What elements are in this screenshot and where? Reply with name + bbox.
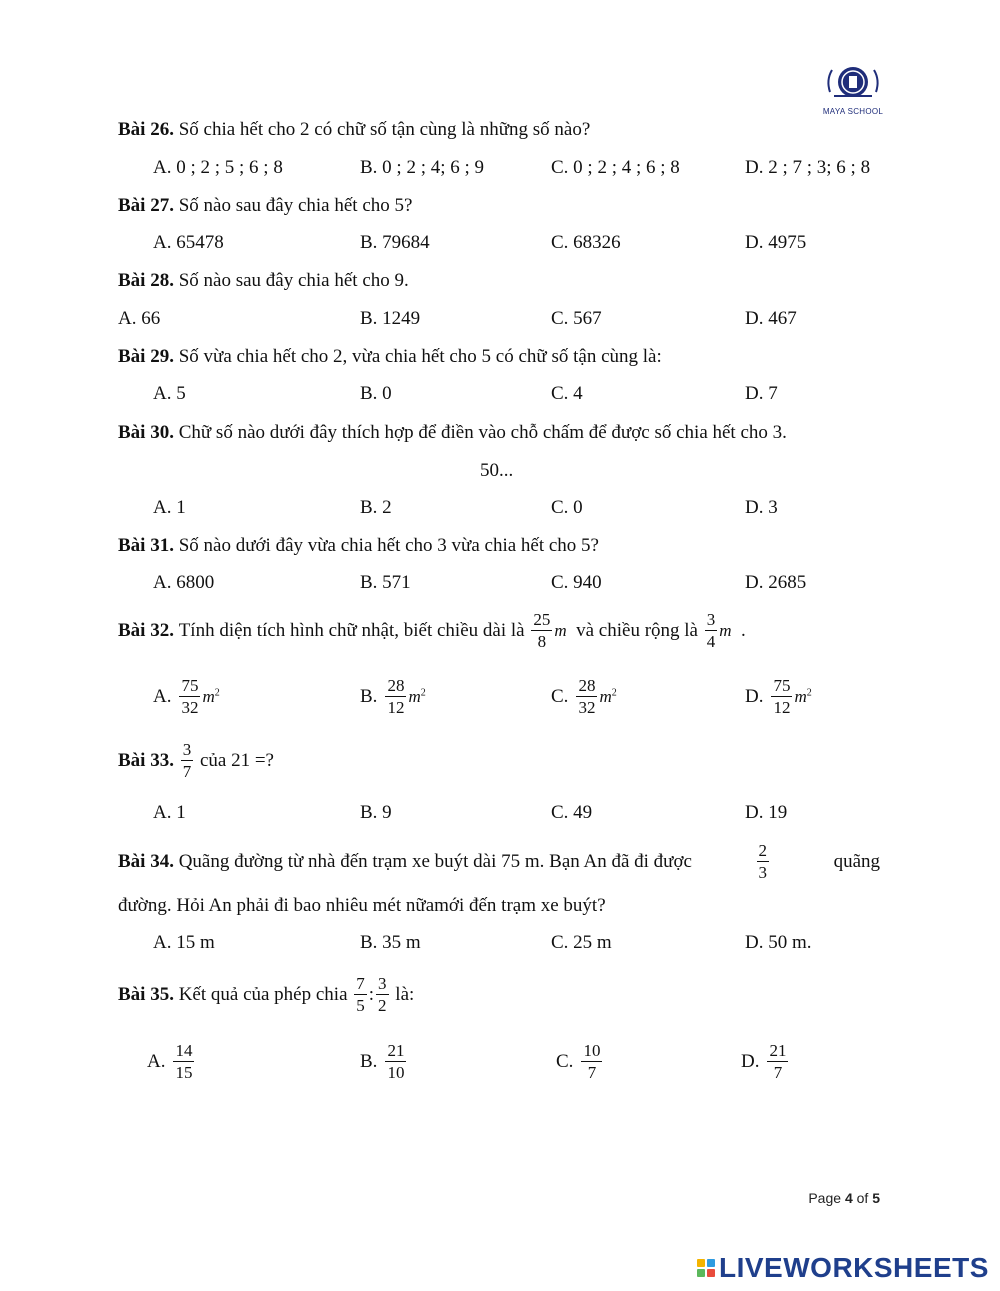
- question-29: [118, 345, 662, 369]
- question-label: Bài 34.: [118, 850, 174, 872]
- question-text: Tính diện tích hình chữ nhật, biết chiều dài là: [178, 619, 525, 641]
- question-text: Số nào sau đây chia hết cho 9.: [178, 270, 409, 291]
- option-c[interactable]: C. 4: [551, 383, 583, 404]
- option-c[interactable]: C. 0 ; 2 ; 4 ; 6 ; 8: [551, 157, 680, 178]
- question-text: Chữ số nào dưới đây thích hợp để điền vào chỗ chấm để được số chia hết cho 3.: [178, 422, 787, 443]
- option-d[interactable]: D. 50 m.: [745, 932, 812, 953]
- question-label: Bài 33.: [118, 749, 174, 771]
- option-d[interactable]: D. 7: [745, 383, 778, 404]
- liveworksheets-watermark: [697, 1252, 989, 1284]
- maya-school-logo: [822, 62, 884, 114]
- question-text: Số nào dưới đây vừa chia hết cho 3 vừa chia hết cho 5?: [178, 535, 599, 556]
- option-d[interactable]: D. 4975: [745, 232, 807, 253]
- fraction: $\frac{75}{12}$: [773, 676, 791, 717]
- option-b[interactable]: B. 571: [360, 572, 411, 593]
- option-a[interactable]: A. 66: [118, 308, 161, 329]
- fraction: $\frac{3}{7}$: [182, 740, 192, 781]
- option-a[interactable]: A. 0 ; 2 ; 5 ; 6 ; 8: [153, 157, 283, 178]
- fraction: $\frac{2}{3}$: [758, 841, 767, 882]
- option-a[interactable]: A. 1: [153, 497, 186, 518]
- option-d[interactable]: D. 3: [745, 497, 778, 518]
- question-text: quãng: [833, 850, 880, 872]
- option-c[interactable]: C. 940: [551, 572, 602, 593]
- option-a[interactable]: A. 6800: [153, 572, 215, 593]
- unit: m: [554, 620, 567, 640]
- option-d[interactable]: D. $\frac{75}{12}$ $m^2$: [745, 676, 812, 717]
- option-a[interactable]: A. 15 m: [153, 932, 215, 953]
- question-label: Bài 27.: [118, 195, 174, 216]
- fraction: $\frac{21}{7}$: [769, 1041, 787, 1082]
- option-a[interactable]: A. 5: [153, 383, 186, 404]
- option-c[interactable]: C. 49: [551, 802, 593, 823]
- fraction: $\frac{10}{7}$: [583, 1041, 601, 1082]
- option-c[interactable]: C. 0: [551, 497, 583, 518]
- question-label: Bài 32.: [118, 619, 174, 641]
- option-c[interactable]: C. 25 m: [551, 932, 612, 953]
- liveworksheets-logo-icon: [697, 1259, 715, 1277]
- option-c[interactable]: C. 68326: [551, 232, 621, 253]
- fill-in-number: 50...: [480, 460, 514, 481]
- option-b[interactable]: B. $\frac{21}{10}$: [360, 1041, 405, 1082]
- fraction: $\frac{28}{32}$: [578, 676, 596, 717]
- question-label: Bài 26.: [118, 119, 174, 140]
- question-label: Bài 28.: [118, 270, 174, 291]
- question-30: [118, 421, 787, 445]
- question-35: [118, 974, 414, 1015]
- fraction: $\frac{75}{32}$: [181, 676, 199, 717]
- fraction: $\frac{21}{10}$: [387, 1041, 405, 1082]
- question-text: Kết quả của phép chia: [178, 983, 348, 1005]
- option-d[interactable]: D. 467: [745, 308, 797, 329]
- option-a[interactable]: A. $\frac{14}{15}$: [147, 1041, 193, 1082]
- option-d[interactable]: D. $\frac{21}{7}$: [741, 1041, 787, 1082]
- question-33: [118, 740, 274, 781]
- option-c[interactable]: C. $\frac{28}{32}$ $m^2$: [551, 676, 617, 717]
- unit: m: [719, 620, 732, 640]
- question-34: [118, 841, 880, 882]
- question-34-line-2: đường. Hỏi An phải đi bao nhiêu mét nữamới đến trạm xe buýt?: [118, 895, 606, 916]
- question-27: [118, 194, 412, 218]
- page-number: Page 4 of 5: [808, 1190, 880, 1206]
- question-label: Bài 29.: [118, 346, 174, 367]
- option-a[interactable]: A. 65478: [153, 232, 224, 253]
- fraction-width: $\frac{3}{4}$: [706, 610, 716, 651]
- fraction: $\frac{28}{12}$: [387, 676, 405, 717]
- question-text: và chiều rộng là: [576, 619, 698, 641]
- question-text: Số chia hết cho 2 có chữ số tận cùng là những số nào?: [178, 119, 591, 140]
- option-b[interactable]: B. 2: [360, 497, 392, 518]
- fraction: $\frac{14}{15}$: [175, 1041, 193, 1082]
- option-b[interactable]: B. 0: [360, 383, 392, 404]
- question-28: [118, 269, 409, 293]
- question-text: là:: [395, 983, 415, 1005]
- option-a[interactable]: A. 1: [153, 802, 186, 823]
- question-text: Quãng đường từ nhà đến trạm xe buýt dài 75 m. Bạn An đã đi được: [178, 850, 692, 872]
- question-text: của 21 =?: [199, 749, 274, 771]
- option-c[interactable]: C. 567: [551, 308, 602, 329]
- fraction-divisor: $\frac{3}{2}$: [378, 974, 387, 1015]
- watermark-text: LIVEWORKSHEETS: [719, 1252, 989, 1283]
- option-b[interactable]: B. $\frac{28}{12}$ $m^2$: [360, 676, 426, 717]
- school-crest-icon: [822, 62, 884, 102]
- fraction-dividend: $\frac{7}{5}$: [356, 974, 365, 1015]
- option-d[interactable]: D. 2685: [745, 572, 807, 593]
- logo-text: MAYA SCHOOL: [822, 107, 884, 116]
- question-label: Bài 35.: [118, 983, 174, 1005]
- fraction-length: $\frac{25}{8}$: [533, 610, 551, 651]
- question-31: [118, 534, 599, 558]
- question-label: Bài 30.: [118, 422, 174, 443]
- option-b[interactable]: B. 79684: [360, 232, 430, 253]
- option-c[interactable]: C. $\frac{10}{7}$: [556, 1041, 601, 1082]
- question-26: [118, 118, 590, 142]
- question-text: .: [741, 619, 746, 641]
- option-d[interactable]: D. 19: [745, 802, 788, 823]
- option-b[interactable]: B. 1249: [360, 308, 421, 329]
- option-b[interactable]: B. 35 m: [360, 932, 421, 953]
- question-text: Số vừa chia hết cho 2, vừa chia hết cho 5 có chữ số tận cùng là:: [178, 346, 662, 367]
- option-b[interactable]: B. 0 ; 2 ; 4; 6 ; 9: [360, 157, 485, 178]
- question-32: [118, 610, 746, 651]
- question-text: Số nào sau đây chia hết cho 5?: [178, 195, 413, 216]
- option-a[interactable]: A. $\frac{75}{32}$ $m^2$: [153, 676, 220, 717]
- division-sign: :: [368, 983, 375, 1005]
- option-b[interactable]: B. 9: [360, 802, 392, 823]
- option-d[interactable]: D. 2 ; 7 ; 3; 6 ; 8: [745, 157, 871, 178]
- question-label: Bài 31.: [118, 535, 174, 556]
